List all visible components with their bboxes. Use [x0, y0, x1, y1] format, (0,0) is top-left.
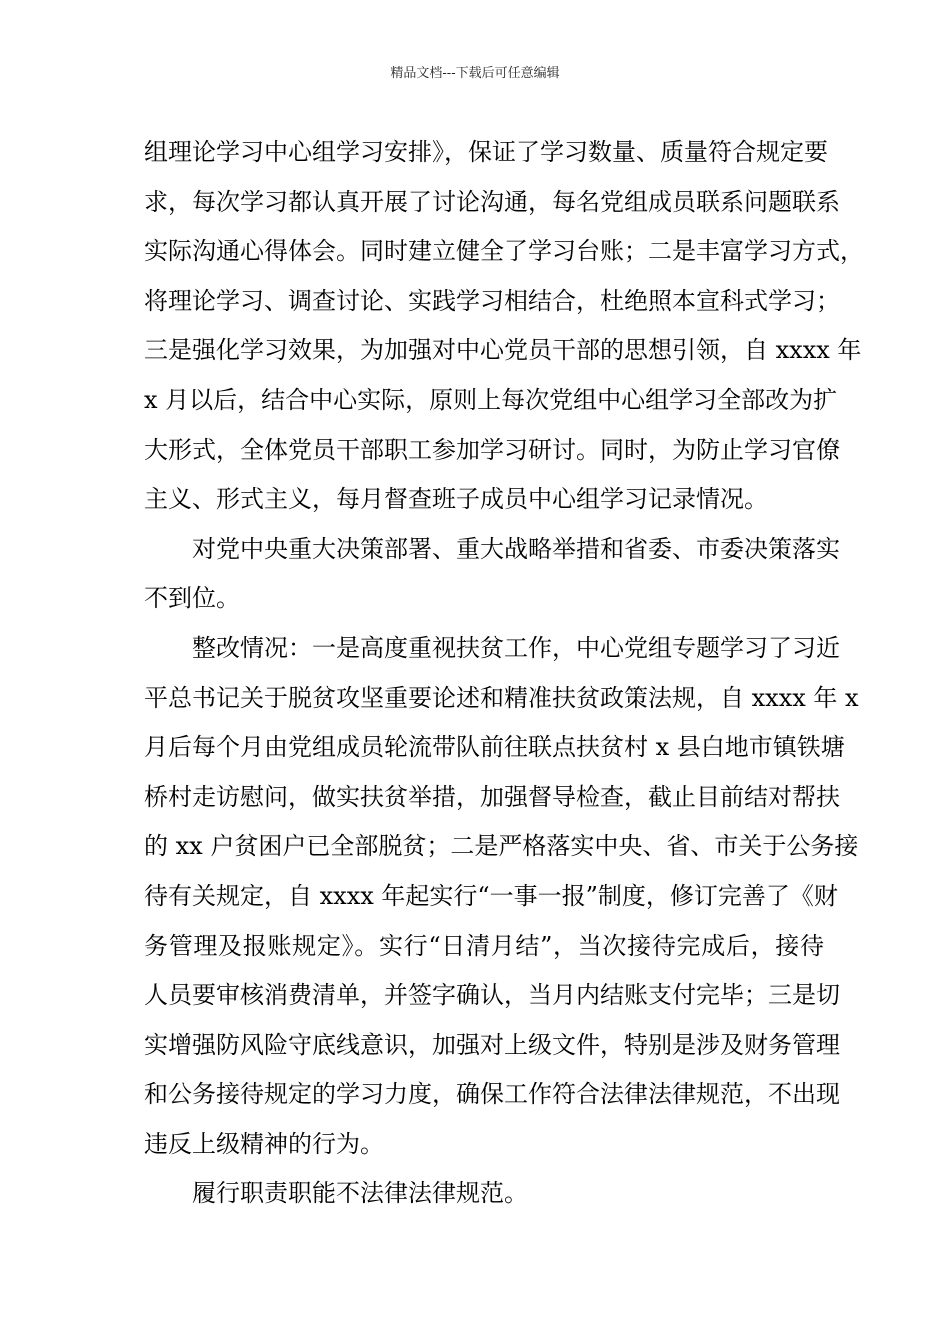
text-line: 月后每个月由党组成员轮流带队前往联点扶贫村 x 县白地市镇铁塘 [144, 733, 845, 762]
text-line: 不到位。 [144, 584, 240, 613]
text-line: 的 xx 户贫困户已全部脱贫；二是严格落实中央、省、市关于公务接 [144, 832, 859, 861]
text-line: 待有关规定，自 xxxx 年起实行“一事一报”制度，修订完善了《财 [144, 881, 838, 910]
paragraph-first-line: 履行职责职能不法律法律规范。 [192, 1179, 528, 1208]
text-line: 务管理及报账规定》。实行“日清月结”，当次接待完成后，接待 [144, 931, 824, 960]
text-line: 和公务接待规定的学习力度，确保工作符合法律法律规范，不出现 [144, 1080, 840, 1109]
paragraph-first-line: 整改情况：一是高度重视扶贫工作，中心党组专题学习了习近 [192, 633, 840, 662]
text-line: 求，每次学习都认真开展了讨论沟通，每名党组成员联系问题联系 [144, 187, 840, 216]
text-line: 违反上级精神的行为。 [144, 1129, 384, 1158]
document-body [144, 128, 864, 1219]
text-line: 平总书记关于脱贫攻坚重要论述和精准扶贫政策法规，自 xxxx 年 x [144, 683, 859, 712]
text-line: 人员要审核消费清单，并签字确认，当月内结账支付完毕；三是切 [144, 981, 840, 1010]
text-line: 实际沟通心得体会。同时建立健全了学习台账；二是丰富学习方式， [144, 237, 864, 266]
text-line: 实增强防风险守底线意识，加强对上级文件，特别是涉及财务管理 [144, 1030, 840, 1059]
text-line: 桥村走访慰问，做实扶贫举措，加强督导检查，截止目前结对帮扶 [144, 782, 840, 811]
text-line: 三是强化学习效果，为加强对中心党员干部的思想引领，自 xxxx 年 [144, 336, 862, 365]
text-line: 主义、形式主义，每月督查班子成员中心组学习记录情况。 [144, 485, 768, 514]
text-line: 大形式，全体党员干部职工参加学习研讨。同时，为防止学习官僚 [144, 435, 840, 464]
text-line: 将理论学习、调查讨论、实践学习相结合，杜绝照本宣科式学习； [144, 286, 840, 315]
text-line: x 月以后，结合中心实际，原则上每次党组中心组学习全部改为扩 [144, 385, 838, 414]
text-line: 组理论学习中心组学习安排》，保证了学习数量、质量符合规定要 [144, 138, 828, 166]
page-header: 精品文档---下载后可任意编辑 [390, 66, 560, 81]
paragraph-first-line: 对党中央重大决策部署、重大战略举措和省委、市委决策落实 [192, 534, 840, 563]
